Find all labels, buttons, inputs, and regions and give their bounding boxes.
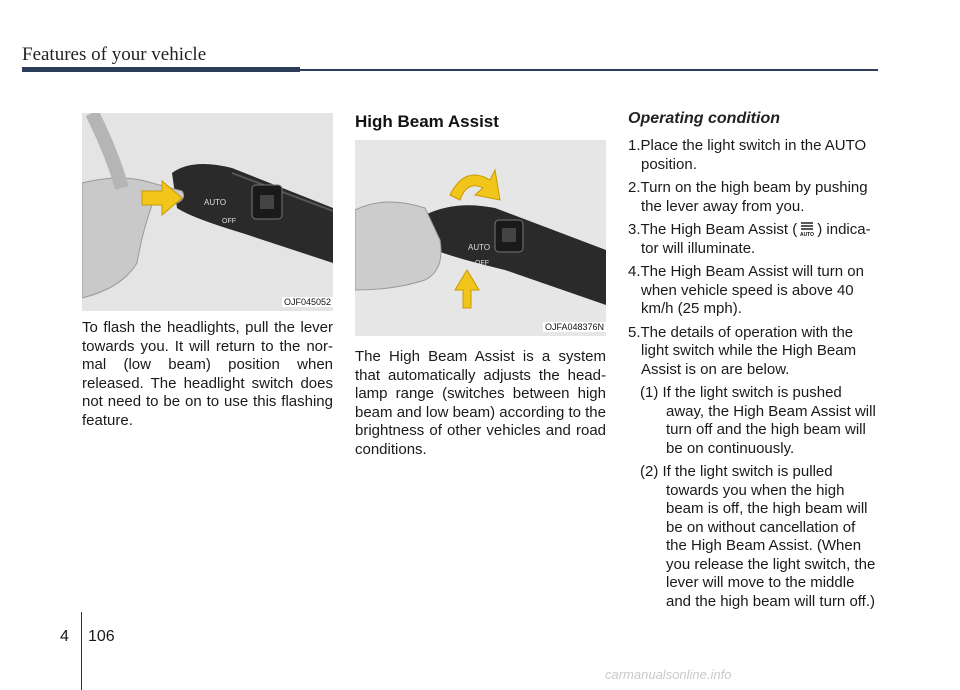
lever-auto-label: AUTO — [204, 198, 227, 207]
lever-off-label: OFF — [475, 260, 489, 267]
middle-photo-caption: OJFA048376N — [544, 322, 604, 332]
sub-item-text: (1) If the light switch is pushed away, the High Beam Assist will turn off and the high beam will be on continuously. — [640, 384, 876, 457]
middle-photo — [355, 140, 606, 336]
header-rule-thick — [22, 67, 300, 72]
sub-list-item — [628, 384, 880, 458]
left-photo — [82, 113, 333, 311]
footer-page-number: 106 — [88, 628, 115, 645]
left-paragraph: To flash the headlights, pull the lever towards you. It will return to the nor-mal (low beam) position when released. The headlight switch does not need to be on to use this flashing feature. — [82, 319, 333, 429]
list-item: 4.The High Beam Assist will turn on when vehicle speed is above 40 km/h (25 mph). — [628, 263, 864, 317]
footer-divider — [81, 612, 82, 690]
list-item — [628, 221, 880, 258]
list-item: 2.Turn on the high beam by pushing the lever away from you. — [628, 179, 868, 215]
list-item: 1.Place the light switch in the AUTO position. — [628, 137, 867, 173]
icon-auto-label: AUTO — [800, 232, 815, 237]
operating-condition-list — [628, 137, 880, 616]
header-title: Features of your vehicle — [22, 44, 207, 65]
sub-item-text: (2) If the light switch is pulled towards you when the high beam is off, the high beam will be on without cancellation of the High Beam Assist. (When you release the light switch, the lever will move to the middle and the high beam will turn off.) — [640, 463, 876, 610]
middle-paragraph: The High Beam Assist is a system that automatically adjusts the head-lamp range (switches between high beam and low beam) according to the brightness of other vehicles and road conditions. — [355, 348, 606, 458]
lever-auto-label: AUTO — [468, 243, 491, 252]
list-item: 5.The details of operation with the light switch while the High Beam Assist is on are below. — [628, 323, 857, 378]
item3-before: 3.The High Beam Assist ( — [628, 221, 798, 238]
operating-condition-title: Operating condition — [628, 110, 780, 127]
footer-chapter-number: 4 — [60, 628, 69, 645]
section-title: High Beam Assist — [355, 112, 499, 131]
left-photo-caption: OJF045052 — [283, 297, 331, 307]
header-rule-thin — [300, 69, 878, 71]
lever-off-label: OFF — [222, 218, 236, 225]
item3-after: ) indica-tor will illuminate. — [641, 221, 871, 257]
sub-list-item — [628, 463, 880, 611]
high-beam-assist-icon — [799, 221, 815, 237]
watermark: carmanualsonline.info — [605, 667, 732, 682]
